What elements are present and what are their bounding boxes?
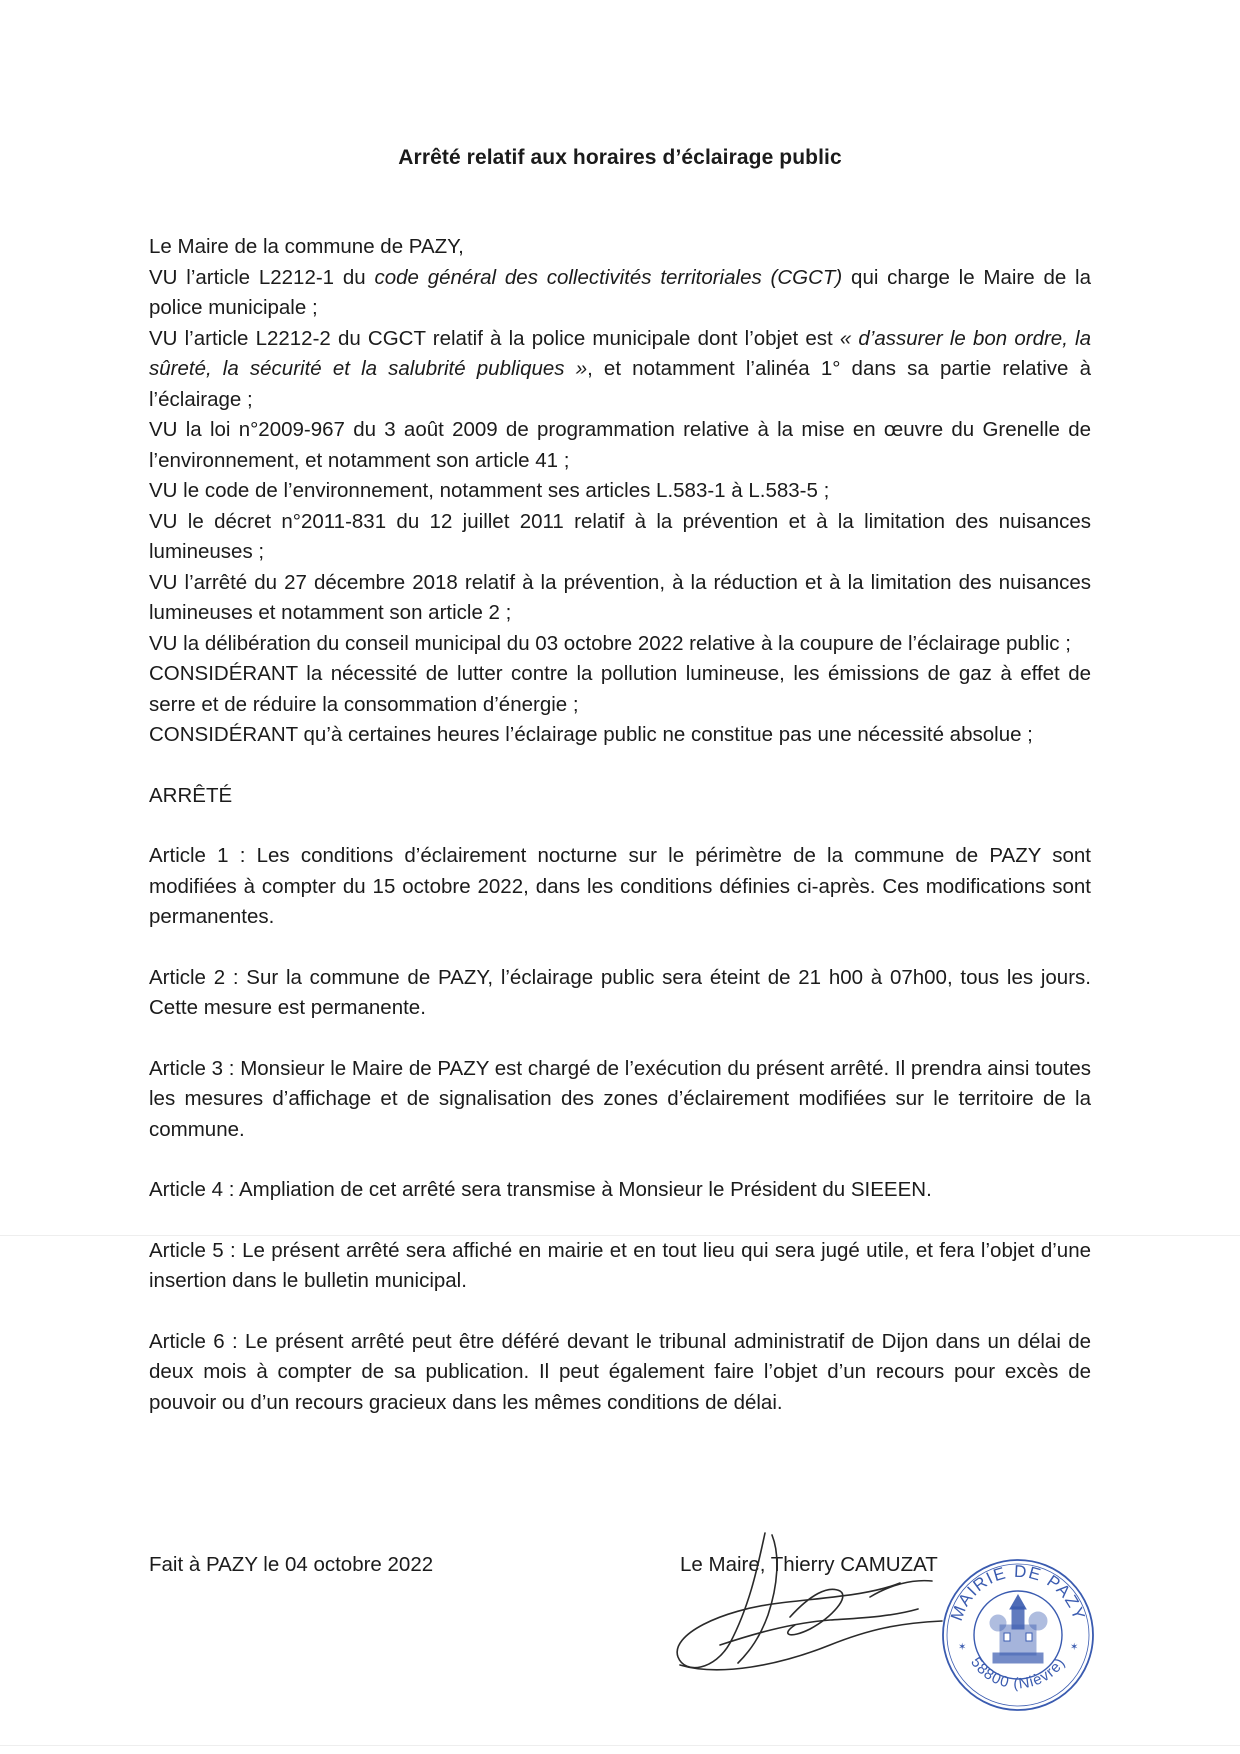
signatory-line: Le Maire, Thierry CAMUZAT: [680, 1553, 938, 1576]
article-2: Article 2 : Sur la commune de PAZY, l’éclairage public sera éteint de 21 h00 à 07h00, tous les jours. Cette mesure est permanente.: [149, 965, 1091, 1019]
preamble-intro: [149, 232, 1091, 263]
scan-artifact-line: [0, 1235, 1240, 1236]
preamble: [149, 232, 1091, 751]
articles: [149, 841, 1091, 1418]
mayor-signature: [660, 1525, 960, 1685]
article-1: Article 1 : Les conditions d’éclairement nocturne sur le périmètre de la commune de PAZY sont modifiées à compter du 15 octobre 2022, dans les conditions définies ci-après. Ces modifications sont permanentes.: [149, 844, 1091, 928]
preamble-vu2: [149, 324, 1091, 416]
preamble-vu4: [149, 476, 1091, 507]
seal-star-icon: ✶: [1070, 1642, 1079, 1653]
preamble-vu3: [149, 415, 1091, 476]
decision-heading: ARRÊTÉ: [149, 783, 233, 807]
preamble-text-segment: VU le code de l’environnement, notamment ses articles L.583-1 à L.583-5 ;: [149, 479, 830, 502]
preamble-text-segment: code général des collectivités territoriales (CGCT): [374, 265, 843, 289]
preamble-vu6: [149, 568, 1091, 629]
preamble-text-segment: Le Maire de la commune de PAZY,: [149, 235, 464, 258]
preamble-text-segment: VU la loi n°2009-967 du 3 août 2009 de programmation relative à la mise en œuvre du Grenelle de l’environnement, et notamment son article 41 ;: [149, 418, 1091, 472]
preamble-text-segment: CONSIDÉRANT qu’à certaines heures l’éclairage public ne constitue pas une nécessité absolue ;: [149, 723, 1033, 746]
article-5: Article 5 : Le présent arrêté sera affiché en mairie et en tout lieu qui sera jugé utile, et fera l’objet d’une insertion dans le bulletin municipal.: [149, 1238, 1091, 1292]
seal-emblem: [990, 1595, 1047, 1663]
preamble-cons2: [149, 720, 1091, 751]
article-6: Article 6 : Le présent arrêté peut être déféré devant le tribunal administratif de Dijon dans un délai de deux mois à compter de sa publication. Il peut également faire l’objet d’un recours pour excès de pouvoir ou d’un recours gracieux dans les mêmes conditions de délai.: [149, 1329, 1091, 1414]
preamble-text-segment: qui charge le Maire de la police municipale ;: [149, 265, 1091, 319]
article-4: Article 4 : Ampliation de cet arrêté sera transmise à Monsieur le Président du SIEEEN.: [149, 1178, 932, 1201]
preamble-text-segment: VU l’article L2212-2 du CGCT relatif à la police municipale dont l’objet est: [149, 326, 840, 350]
seal-bottom-text: 58800 (Nièvre): [967, 1654, 1069, 1693]
seal-top-text: MAIRIE DE PAZY: [946, 1561, 1090, 1624]
article-3: Article 3 : Monsieur le Maire de PAZY est chargé de l’exécution du présent arrêté. Il prendra ainsi toutes les mesures d’affichage et de signalisation des zones d’éclairement modifiées sur le territoire de la commune.: [149, 1056, 1091, 1141]
preamble-vu5: [149, 507, 1091, 568]
preamble-text-segment: VU le décret n°2011-831 du 12 juillet 2011 relatif à la prévention et à la limitation des nuisances lumineuses ;: [149, 509, 1091, 563]
seal-star-icon: ✶: [958, 1642, 967, 1653]
preamble-text-segment: CONSIDÉRANT la nécessité de lutter contre la pollution lumineuse, les émissions de gaz à effet de serre et de réduire la consommation d’énergie ;: [149, 662, 1091, 716]
scan-artifact-line: [0, 1745, 1240, 1746]
document-body: [149, 232, 1091, 1418]
preamble-text-segment: VU la délibération du conseil municipal du 03 octobre 2022 relative à la coupure de l’éclairage public ;: [149, 631, 1071, 655]
preamble-text-segment: , et notamment l’alinéa 1° dans sa partie relative à l’éclairage ;: [149, 357, 1091, 411]
preamble-vu1: [149, 263, 1091, 324]
document-title: Arrêté relatif aux horaires d’éclairage public: [398, 146, 842, 169]
place-and-date: Fait à PAZY le 04 octobre 2022: [149, 1553, 434, 1576]
mairie-seal: [938, 1555, 1098, 1715]
preamble-vu7: [149, 629, 1091, 660]
preamble-text-segment: VU l’arrêté du 27 décembre 2018 relatif à la prévention, à la réduction et à la limitation des nuisances lumineuses et notamment son article 2 ;: [149, 570, 1091, 624]
preamble-text-segment: « d’assurer le bon ordre, la sûreté, la sécurité et la salubrité publiques »: [149, 326, 1092, 380]
preamble-text-segment: VU l’article L2212-1 du: [149, 265, 375, 289]
preamble-cons1: [149, 659, 1091, 720]
